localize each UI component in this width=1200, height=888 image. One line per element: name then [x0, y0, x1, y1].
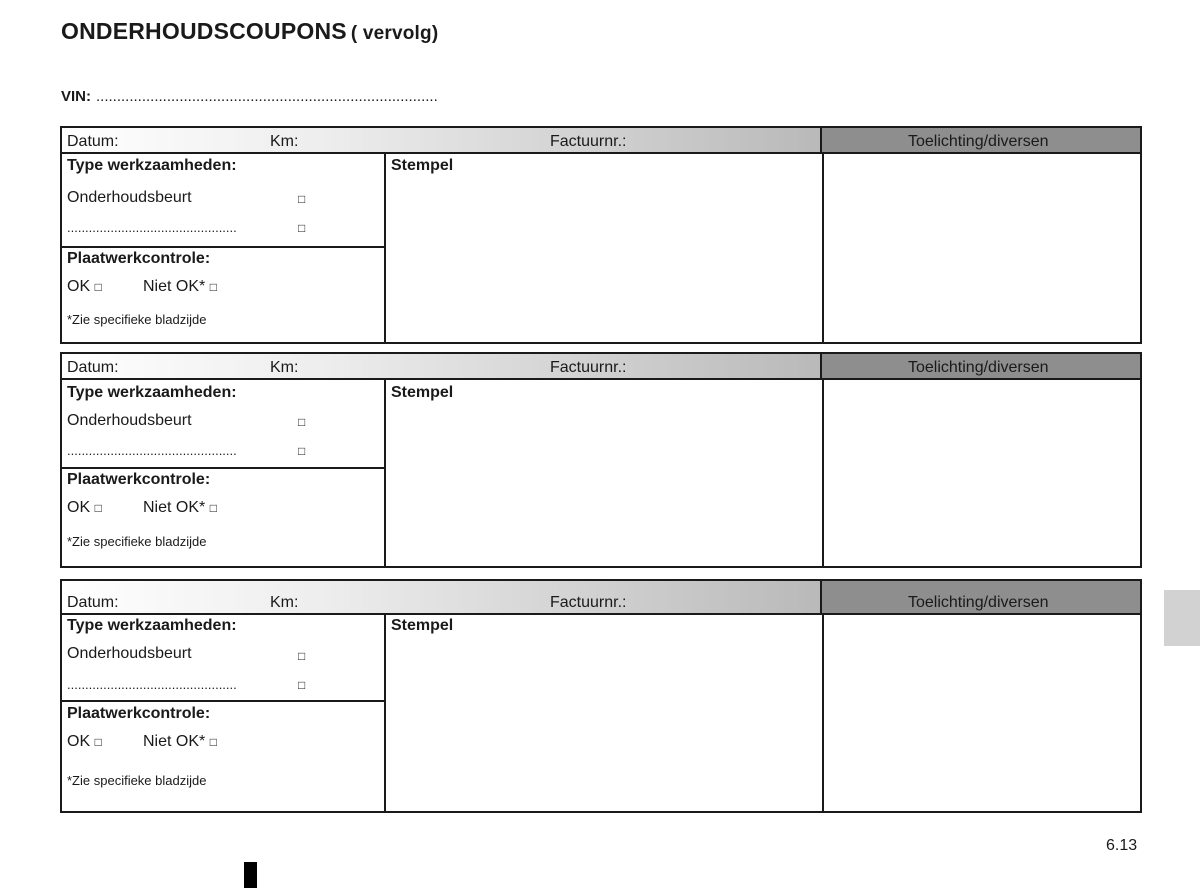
km-label: Km:	[270, 594, 299, 611]
page-number: 6.13	[1106, 837, 1138, 854]
toelichting-label: Toelichting/diversen	[908, 594, 1049, 611]
coupon-header	[62, 581, 1140, 615]
datum-label: Datum:	[67, 359, 119, 376]
section-divider	[62, 700, 384, 702]
maintenance-coupon-3	[60, 579, 1142, 813]
other-work-checkbox[interactable]: □	[298, 444, 306, 458]
footnote: *Zie specifieke bladzijde	[67, 312, 207, 327]
not-ok-label: Niet OK*	[143, 499, 206, 516]
vin-line	[61, 88, 438, 105]
stamp-column	[386, 154, 824, 342]
section-divider	[62, 467, 384, 469]
title-main: ONDERHOUDSCOUPONS	[61, 18, 347, 44]
maintenance-coupon-2	[60, 352, 1142, 568]
not-ok-checkbox[interactable]: □	[209, 501, 217, 515]
work-type-column	[62, 380, 386, 566]
service-label: Onderhoudsbeurt	[67, 412, 192, 429]
not-ok-option	[143, 733, 217, 751]
type-heading: Type werkzaamheden:	[67, 617, 237, 634]
ok-checkbox[interactable]: □	[94, 735, 102, 749]
other-work-checkbox[interactable]: □	[298, 678, 306, 692]
print-mark	[244, 862, 257, 888]
not-ok-label: Niet OK*	[143, 278, 206, 295]
ok-option	[67, 499, 102, 517]
work-type-column	[62, 154, 386, 342]
body-check-heading: Plaatwerkcontrole:	[67, 705, 211, 722]
footnote: *Zie specifieke bladzijde	[67, 534, 207, 549]
coupon-header-right	[822, 128, 1140, 152]
coupon-header-left	[62, 581, 822, 613]
stamp-label: Stempel	[391, 157, 454, 174]
work-type-column	[62, 615, 386, 811]
type-heading: Type werkzaamheden:	[67, 384, 237, 401]
vin-label: VIN:	[61, 88, 91, 105]
ok-checkbox[interactable]: □	[94, 501, 102, 515]
service-checkbox[interactable]: □	[298, 415, 306, 429]
not-ok-checkbox[interactable]: □	[209, 735, 217, 749]
coupon-header-right	[822, 354, 1140, 378]
ok-label: OK	[67, 499, 91, 516]
service-checkbox[interactable]: □	[298, 649, 306, 663]
other-work-dots: ...............................................	[67, 443, 237, 458]
vin-dots: ..................................................................................	[96, 88, 438, 105]
toelichting-label: Toelichting/diversen	[908, 133, 1049, 150]
chapter-tab	[1164, 590, 1200, 646]
type-heading: Type werkzaamheden:	[67, 157, 237, 174]
title-suffix: ( vervolg)	[350, 23, 439, 44]
stamp-label: Stempel	[391, 384, 454, 401]
coupon-header-left	[62, 354, 822, 378]
stamp-label: Stempel	[391, 617, 454, 634]
coupon-header-right	[822, 581, 1140, 613]
other-work-checkbox[interactable]: □	[298, 221, 306, 235]
stamp-column	[386, 380, 824, 566]
factuur-label: Factuurnr.:	[550, 594, 627, 611]
ok-option	[67, 733, 102, 751]
coupon-header-left	[62, 128, 822, 152]
body-check-heading: Plaatwerkcontrole:	[67, 471, 211, 488]
not-ok-option	[143, 499, 217, 517]
not-ok-checkbox[interactable]: □	[209, 280, 217, 294]
not-ok-option	[143, 278, 217, 296]
stamp-column	[386, 615, 824, 811]
section-divider	[62, 246, 384, 248]
toelichting-label: Toelichting/diversen	[908, 359, 1049, 376]
maintenance-coupon-1	[60, 126, 1142, 344]
km-label: Km:	[270, 133, 299, 150]
other-work-dots: ...............................................	[67, 220, 237, 235]
datum-label: Datum:	[67, 133, 119, 150]
ok-label: OK	[67, 733, 91, 750]
page-title	[61, 18, 438, 45]
factuur-label: Factuurnr.:	[550, 133, 627, 150]
service-checkbox[interactable]: □	[298, 192, 306, 206]
footnote: *Zie specifieke bladzijde	[67, 773, 207, 788]
other-work-dots: ...............................................	[67, 677, 237, 692]
ok-option	[67, 278, 102, 296]
datum-label: Datum:	[67, 594, 119, 611]
ok-checkbox[interactable]: □	[94, 280, 102, 294]
body-check-heading: Plaatwerkcontrole:	[67, 250, 211, 267]
coupon-header	[62, 128, 1140, 154]
coupon-header	[62, 354, 1140, 380]
not-ok-label: Niet OK*	[143, 733, 206, 750]
service-label: Onderhoudsbeurt	[67, 645, 192, 662]
km-label: Km:	[270, 359, 299, 376]
factuur-label: Factuurnr.:	[550, 359, 627, 376]
ok-label: OK	[67, 278, 91, 295]
service-label: Onderhoudsbeurt	[67, 189, 192, 206]
